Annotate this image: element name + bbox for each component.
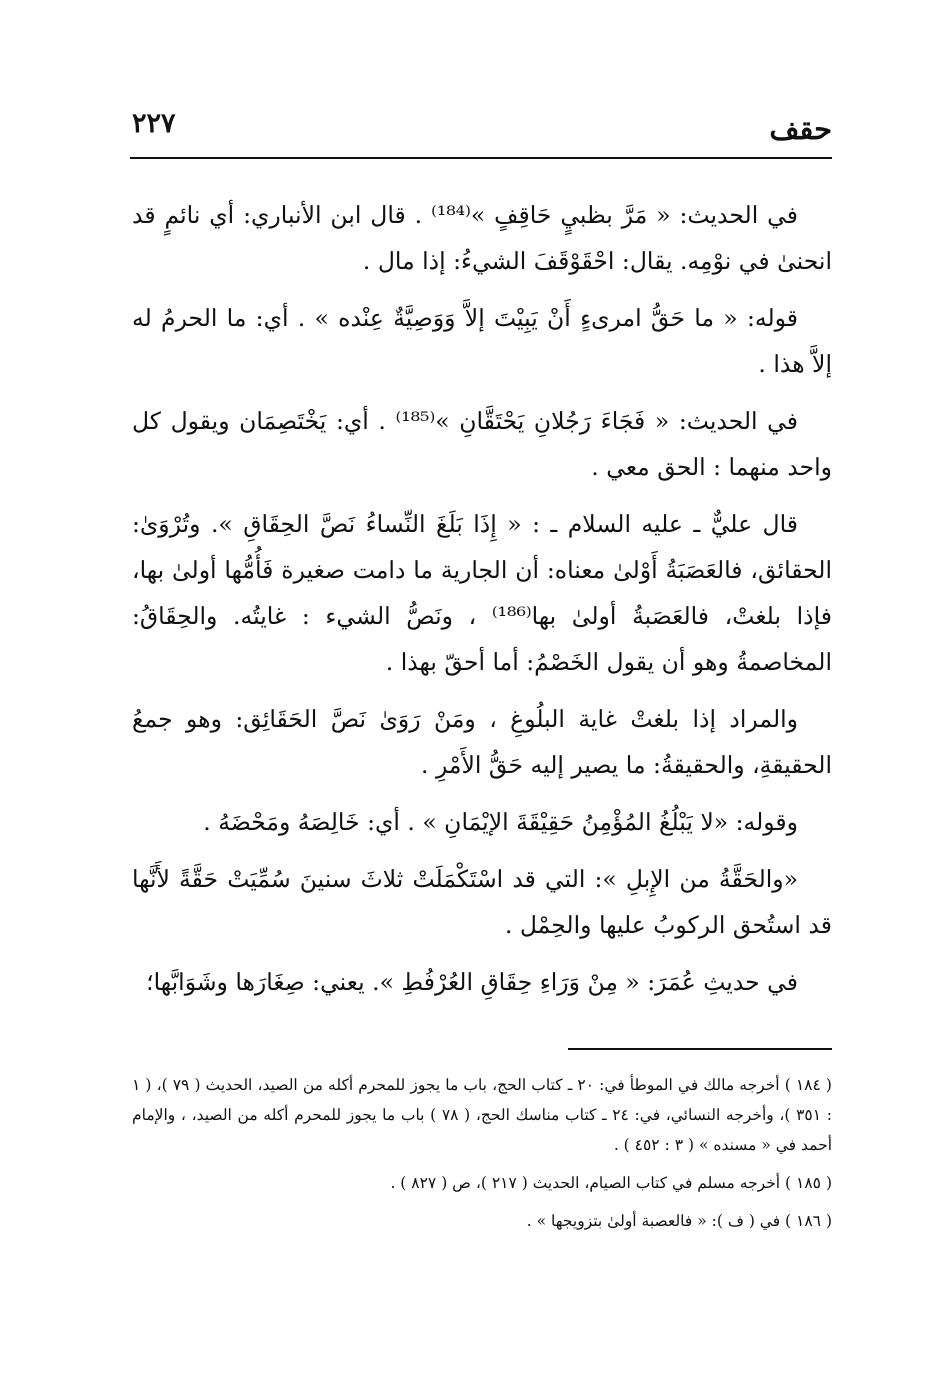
footnotes: [132, 1070, 832, 1244]
running-head: حقف: [769, 112, 832, 146]
page-number: ٢٢٧: [132, 108, 176, 139]
paragraph: والمراد إذا بلغتْ غاية البلُوغِ ، ومَنْ رَوَىٰ نَصَّ الحَقَائِق: وهو جمعُ الحقيقةِ، والحقيقةُ: ما يصير إليه حَقُّ الأَمْرِ .: [132, 705, 832, 779]
paragraph: قوله: « ما حَقُّ امرىءٍ أَنْ يَبِيْتَ إلاَّ وَوَصِيَّةٌ عِنْده » . أي: ما الحرمُ له إلاَّ هذا .: [132, 304, 832, 378]
paragraph: في الحديث: « فَجَاءَ رَجُلانِ يَحْتَقَّانِ »⁽¹⁸⁵⁾ . أي: يَخْتَصِمَان ويقول كل واحد منهما : الحق معي .: [132, 407, 832, 481]
footnote: ( ١٨٦ ) في ( ف ): « فالعصبة أولىٰ بتزويجها » .: [526, 1212, 832, 1230]
footnote-separator: [568, 1048, 832, 1050]
paragraph: وقوله: «لا يَبْلُغُ المُؤْمِنُ حَقِيْقَةَ الإيْمَانِ » . أي: خَالِصَهُ ومَحْضَهُ .: [203, 808, 798, 836]
header-rule: [130, 157, 832, 159]
page-header: [132, 104, 832, 148]
footnote: ( ١٨٤ ) أخرجه مالك في الموطأ في: ٢٠ ـ كتاب الحج، باب ما يجوز للمحرم أكله من الصيد، الحديث ( ٧٩ )، ( ١ : ٣٥١ )، وأخرجه النسائي، في: ٢٤ ـ كتاب مناسك الحج، ( ٧٨ ) باب ما يجوز للمحرم أكله من الصيد، ، والإمام أحمد في « مسنده » ( ٣ : ٤٥٢ ) .: [132, 1076, 832, 1154]
paragraph: في حديثِ عُمَرَ: « مِنْ وَرَاءِ حِقَاقِ العُرْفُطِ ». يعني: صِغَارَها وشَوَابَّها؛: [146, 968, 798, 996]
paragraph: قال عليٌّ ـ عليه السلام ـ : « إِذَا بَلَغَ النِّساءُ نَصَّ الحِقَاقِ ». وتُرْوَىٰ: الحقائق، فالعَصَبَةُ أَوْلىٰ معناه: أن الجارية ما دامت صغيرة فَأُمُّها أولىٰ بها، فإذا بلغتْ، فالعَصَبةُ أولىٰ بها⁽¹⁸⁶⁾ ، ونَصُّ الشيء : غايتُه. والحِقَاقُ: المخاصمةُ وهو أن يقول الخَصْمُ: أما أحقّ بهذا .: [132, 510, 832, 676]
paragraph: «والحَقَّةُ من الإِبلِ »: التي قد اسْتَكْمَلَتْ ثلاثَ سنينَ سُمِّيَتْ حَقَّةً لأَنَّها قد استُحق الركوبُ عليها والحِمْل .: [132, 865, 832, 939]
paragraph: في الحديث: « مَرَّ بظبيٍ حَاقِفٍ »⁽¹⁸⁴⁾ . قال ابن الأنباري: أي نائمٍ قد انحنىٰ في نوْمِه. يقال: احْقَوْقَفَ الشيءُ: إذا مال .: [132, 201, 832, 275]
footnote: ( ١٨٥ ) أخرجه مسلم في كتاب الصيام، الحديث ( ٢١٧ )، ص ( ٨٢٧ ) .: [390, 1174, 832, 1192]
main-text: [132, 192, 832, 1016]
